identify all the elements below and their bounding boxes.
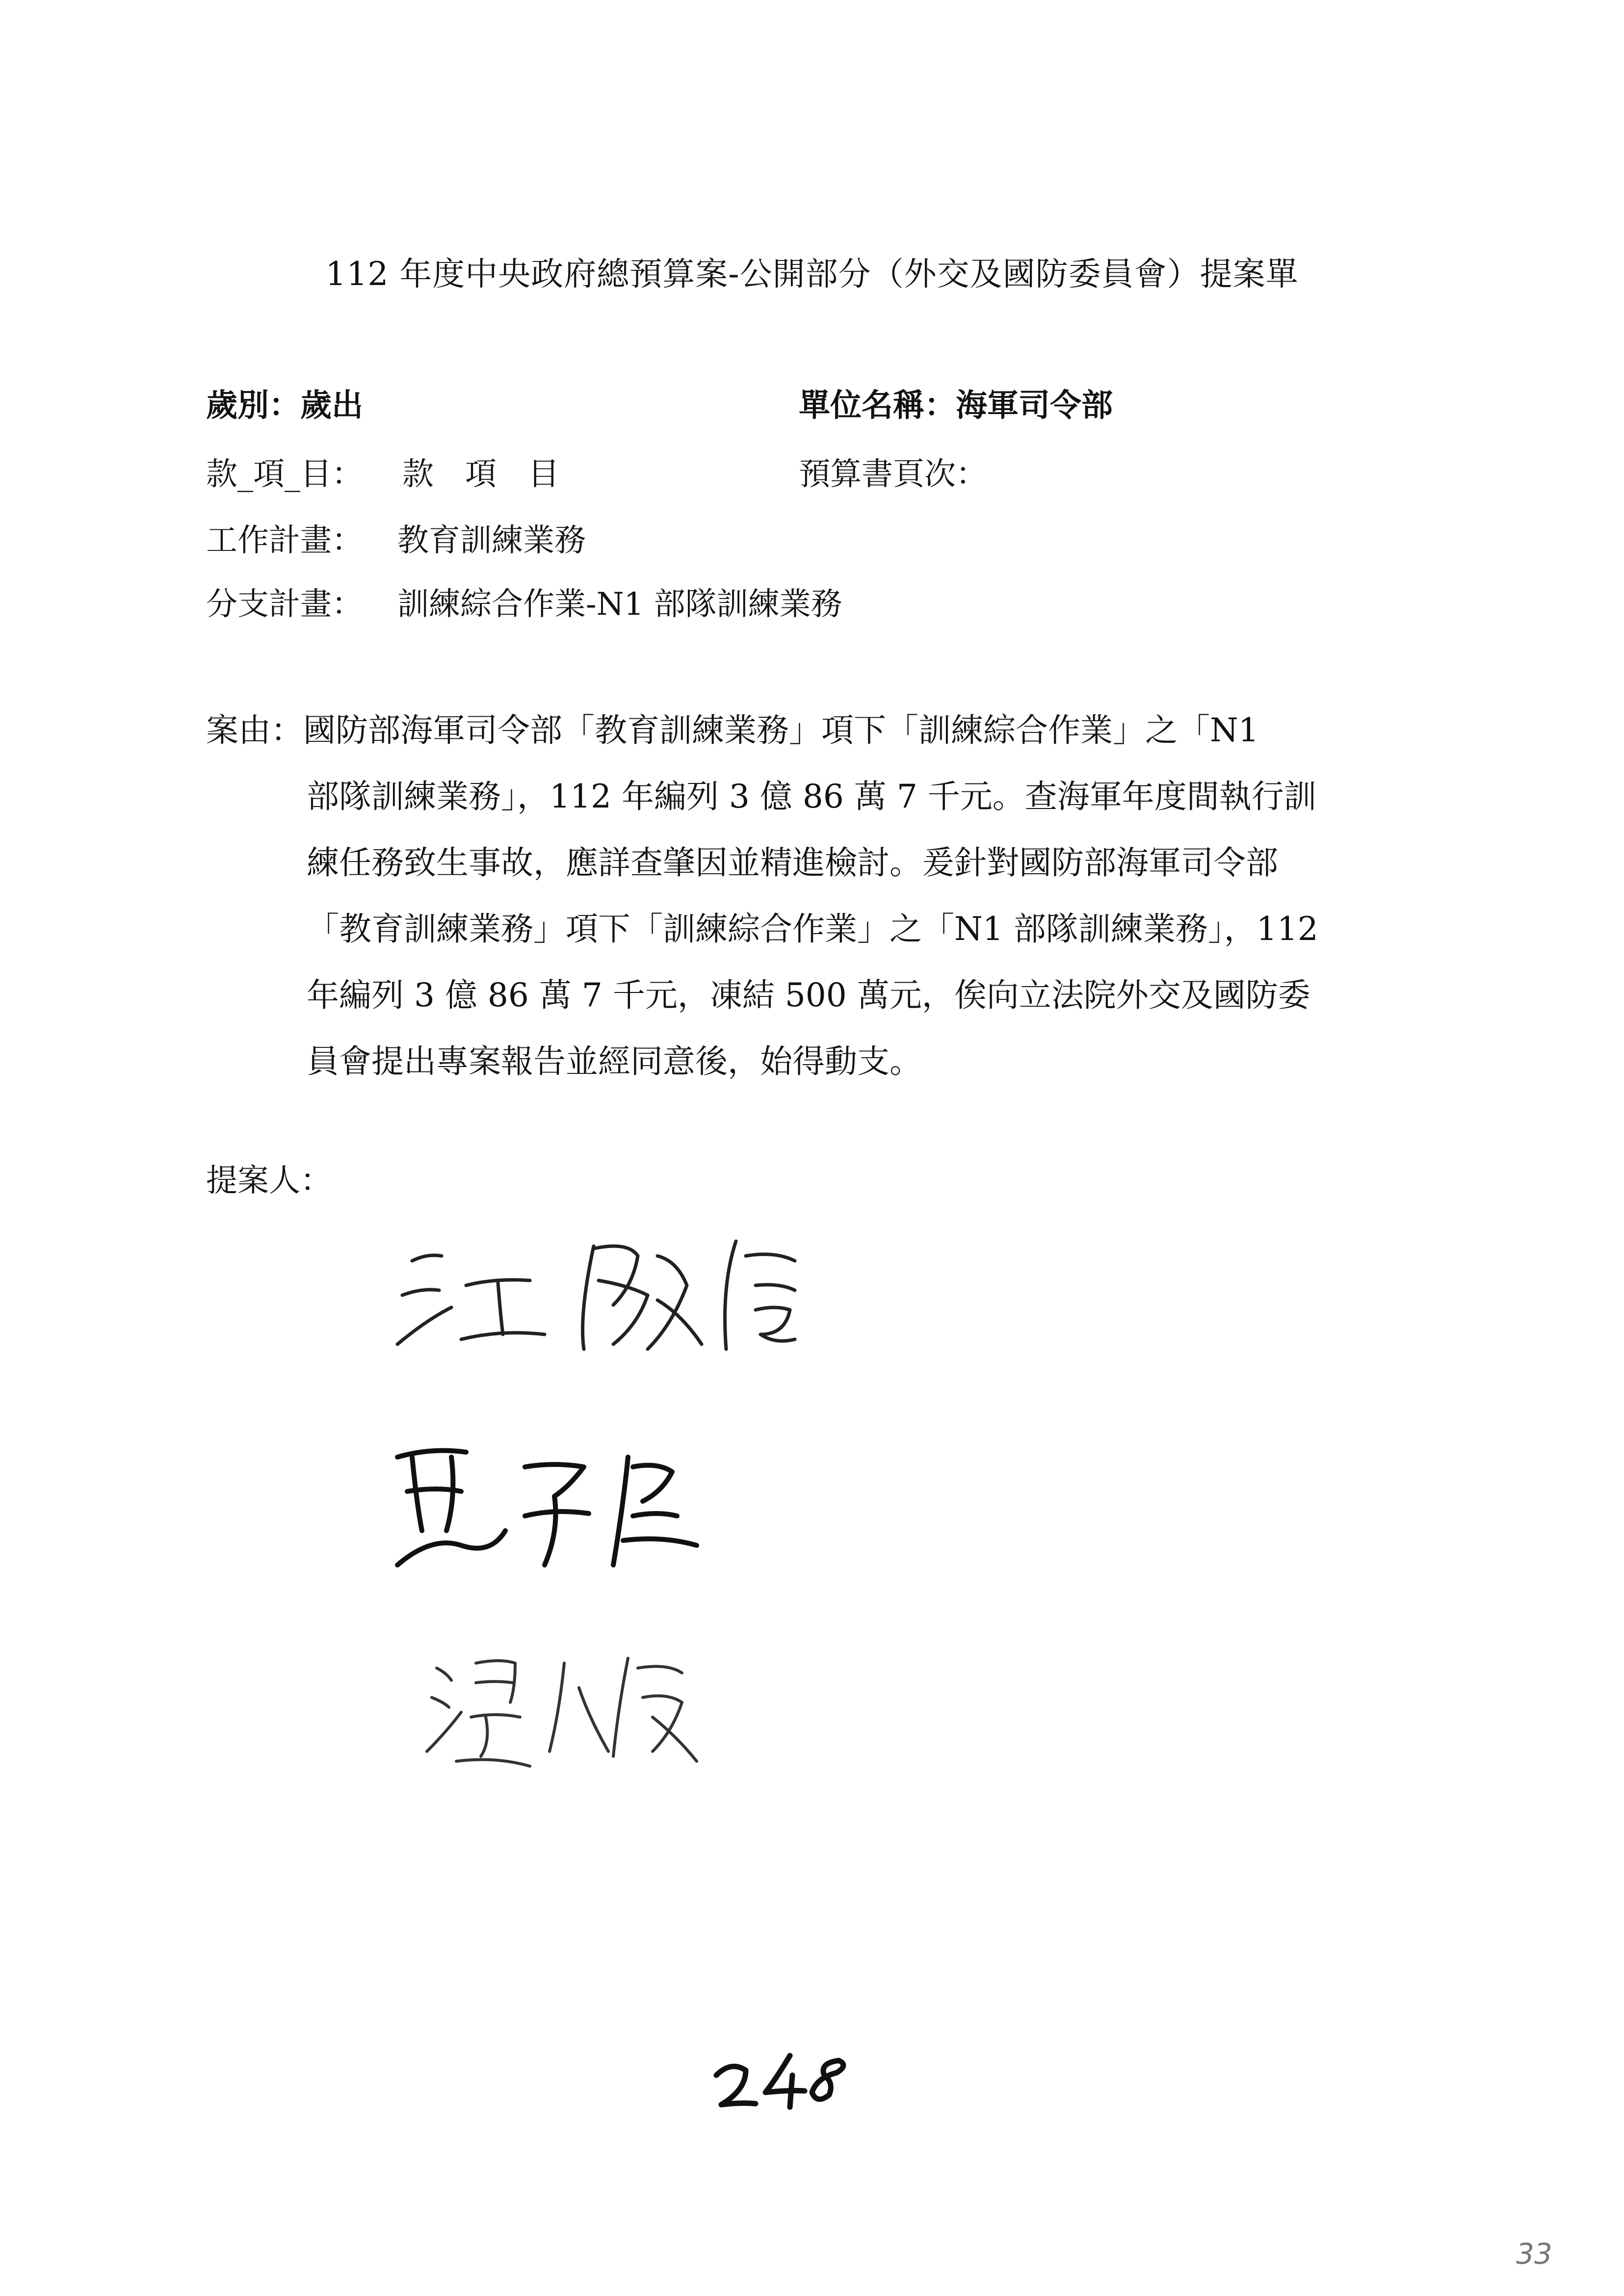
reason-line: 員會提出專案報告並經同意後，始得動支。 [307, 1043, 922, 1080]
work-plan-label: 工作計畫： [206, 522, 363, 559]
reason-line: 練任務致生事故，應詳查肇因並精進檢討。爰針對國防部海軍司令部 [307, 844, 1278, 882]
unit-value: 海軍司令部 [956, 388, 1113, 424]
reason-line: 部隊訓練業務」，112 年編列 3 億 86 萬 7 千元。查海軍年度間執行訓 [307, 778, 1316, 815]
page-number: 33 [1516, 2237, 1552, 2270]
category-field [206, 380, 363, 425]
item-label: 款_項_目： [206, 456, 363, 493]
proposer-label: 提案人： [206, 1163, 332, 1199]
work-plan-value: 教育訓練業務 [397, 522, 586, 559]
item-value: 款 項 目 [402, 456, 559, 493]
document-title: 112 年度中央政府總預算案-公開部分（外交及國防委員會）提案單 [325, 255, 1299, 293]
handwritten-number [707, 2046, 864, 2121]
unit-label: 單位名稱： [799, 388, 956, 424]
branch-plan-value: 訓練綜合作業-N1 部隊訓練業務 [397, 586, 842, 623]
reason-line: 「教育訓練業務」項下「訓練綜合作業」之「N1 部隊訓練業務」，112 [307, 910, 1318, 948]
branch-plan-label: 分支計畫： [206, 586, 363, 623]
reason-first-line [206, 704, 1457, 751]
signature-2 [378, 1418, 721, 1590]
signature-1 [383, 1187, 849, 1374]
signature-3 [417, 1634, 736, 1776]
reason-label: 案由： [206, 711, 303, 749]
category-label: 歲別： [206, 388, 300, 424]
category-value: 歲出 [300, 388, 363, 424]
reason-line: 國防部海軍司令部「教育訓練業務」項下「訓練綜合作業」之「N1 [303, 711, 1259, 749]
unit-field [799, 380, 1113, 425]
reason-line: 年編列 3 億 86 萬 7 千元，凍結 500 萬元，俟向立法院外交及國防委 [307, 976, 1310, 1014]
budget-page-label: 預算書頁次： [799, 456, 987, 493]
